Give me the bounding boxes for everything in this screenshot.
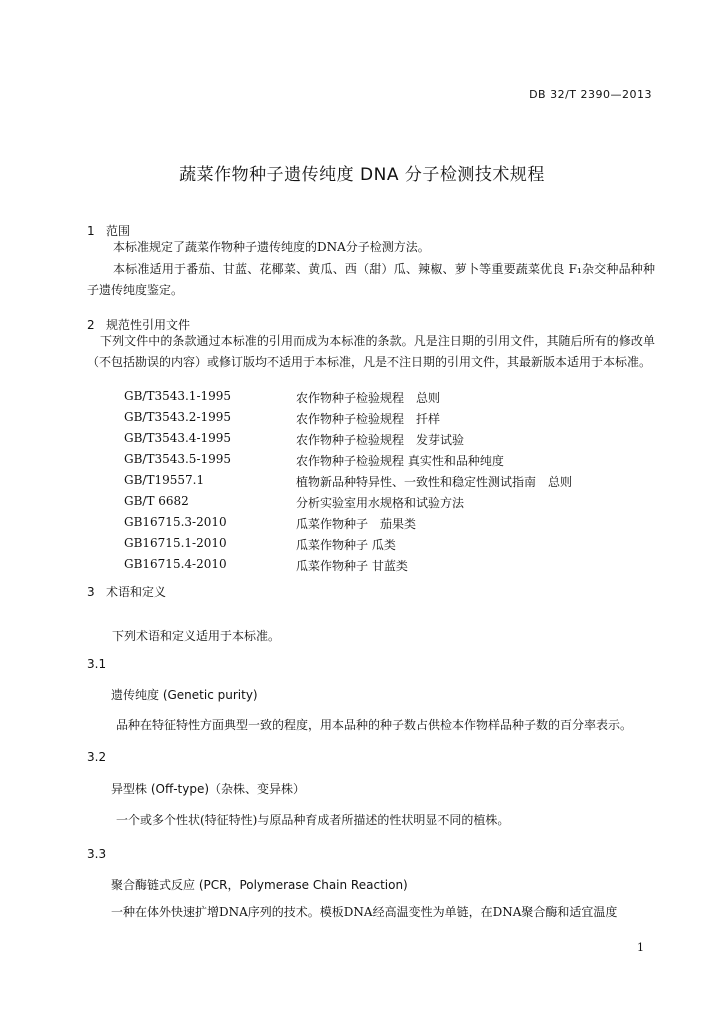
- reference-code: GB/T19557.1: [124, 473, 205, 487]
- reference-code: GB/T3543.5-1995: [124, 452, 232, 466]
- term-heading: 聚合酶链式反应 (PCR，Polymerase Chain Reaction): [111, 878, 408, 892]
- reference-title: 农作物种子检验规程 扦样: [296, 412, 441, 426]
- reference-title: 分析实验室用水规格和试验方法: [296, 496, 465, 510]
- section-number: 3: [87, 585, 95, 599]
- reference-title: 瓜菜作物种子 瓜类: [296, 538, 396, 552]
- clause-number: 3.3: [87, 847, 107, 861]
- term-definition: 一种在体外快速扩增DNA序列的技术。模板DNA经高温变性为单链，在DNA聚合酶和适宜温度: [111, 905, 618, 919]
- reference-code: GB16715.4-2010: [124, 557, 227, 571]
- reference-code: GB/T3543.4-1995: [124, 431, 232, 445]
- reference-title: 瓜菜作物种子 茄果类: [296, 517, 417, 531]
- reference-code: GB/T 6682: [124, 494, 189, 508]
- term-heading: 异型株 (Off-type)（杂株、变异株）: [111, 782, 306, 796]
- reference-title: 农作物种子检验规程 总则: [296, 391, 441, 405]
- section-number: 2: [87, 318, 95, 332]
- reference-code: GB16715.3-2010: [124, 515, 227, 529]
- reference-title: 瓜菜作物种子 甘蓝类: [296, 559, 408, 573]
- clause-number: 3.1: [87, 657, 107, 671]
- section-1-paragraph-2: 本标准适用于番茄、甘蓝、花椰菜、黄瓜、西（甜）瓜、辣椒、萝卜等重要蔬菜优良 F₁杂交种品种种子遗传纯度鉴定。: [87, 262, 655, 297]
- term-heading: 遗传纯度 (Genetic purity): [111, 688, 258, 702]
- section-3-heading: [87, 583, 166, 600]
- reference-title: 农作物种子检验规程 真实性和品种纯度: [296, 454, 504, 468]
- section-number: 1: [87, 224, 95, 238]
- standard-code: DB 32/T 2390—2013: [529, 88, 652, 101]
- reference-title: 植物新品种特异性、一致性和稳定性测试指南 总则: [296, 475, 573, 489]
- section-2-paragraph: 下列文件中的条款通过本标准的引用而成为本标准的条款。凡是注日期的引用文件，其随后所有的修改单（不包括勘误的内容）或修订版均不适用于本标准，凡是不注日期的引用文件，其最新版本适用于本标准。: [87, 334, 655, 369]
- section-3-intro: 下列术语和定义适用于本标准。: [112, 629, 281, 643]
- term-definition: 一个或多个性状(特征特性)与原品种育成者所描述的性状明显不同的植株。: [116, 813, 510, 827]
- section-title: 术语和定义: [106, 585, 167, 599]
- page-number: 1: [637, 941, 644, 954]
- reference-title: 农作物种子检验规程 发芽试验: [296, 433, 465, 447]
- reference-code: GB/T3543.1-1995: [124, 389, 232, 403]
- document-title: 蔬菜作物种子遗传纯度 DNA 分子检测技术规程: [179, 165, 545, 185]
- section-title: 规范性引用文件: [106, 318, 191, 332]
- reference-code: GB16715.1-2010: [124, 536, 227, 550]
- term-definition: 品种在特征特性方面典型一致的程度，用本品种的种子数占供检本作物样品种子数的百分率表示。: [116, 718, 633, 732]
- section-title: 范围: [106, 224, 131, 238]
- reference-code: GB/T3543.2-1995: [124, 410, 232, 424]
- clause-number: 3.2: [87, 750, 107, 764]
- section-1-paragraph-1: 本标准规定了蔬菜作物种子遗传纯度的DNA分子检测方法。: [113, 240, 430, 254]
